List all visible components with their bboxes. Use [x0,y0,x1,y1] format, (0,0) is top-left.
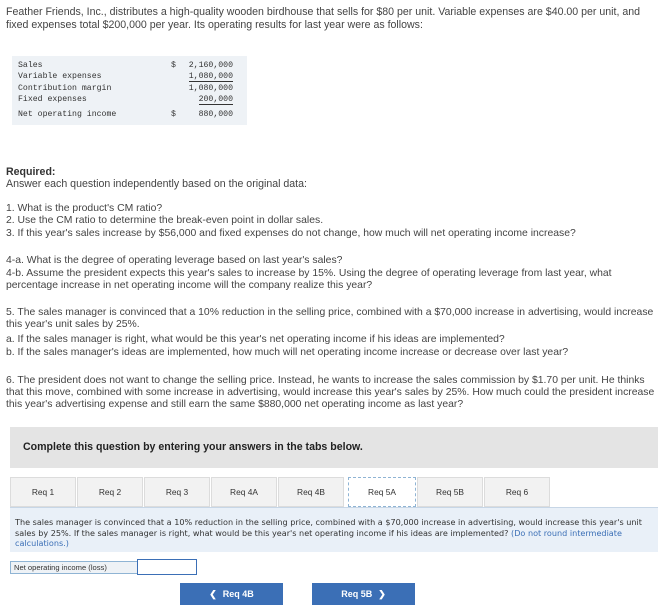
chevron-left-icon: ❮ [209,588,217,599]
row-label: Sales [18,61,43,70]
tab-req-4b[interactable]: Req 4B [278,477,344,507]
tab-content [10,507,658,552]
question-5: 5. The sales manager is convinced that a 10% reduction in the selling price, combined with a $70,000 increase in advertising, would increase this year's unit sales by 25%. [6,307,654,331]
rounding-note: (Do not round intermediate calculations.) [15,527,622,549]
tab-req-2[interactable]: Req 2 [77,477,143,507]
row-dollar: $ [171,61,176,70]
question-5a: a. If the sales manager is right, what would be this year's net operating income if his ideas are implemented? [6,334,505,345]
prev-button-label: Req 4B [222,589,254,599]
row-label: Fixed expenses [18,95,87,104]
question-5b: b. If the sales manager's ideas are implemented, how much will net operating income increase or decrease over last year? [6,347,569,358]
question-4b: 4-b. Assume the president expects this year's sales to increase by 15%. Using the degree of operating leverage from last year, what percentage increase in net operating income will the company realize this year? [6,268,612,292]
tab-req-5a[interactable]: Req 5A [348,477,416,507]
row-amount: 200,000 [198,95,233,104]
problem-intro: Feather Friends, Inc., distributes a high-quality wooden birdhouse that sells for $80 per unit. Variable expenses are $40.00 per unit, and fixed expenses total $200,000 per year. Its operating results for last year were as follows: [6,6,641,31]
required-subtitle: Answer each question independently based on the original data: [6,178,307,190]
income-statement [12,56,247,125]
tab-req-1[interactable]: Req 1 [10,477,76,507]
row-label: Contribution margin [18,84,112,93]
net-operating-income-label: Net operating income (loss) [10,561,138,574]
prev-req-4b-button[interactable] [180,583,283,605]
question-2: 2. Use the CM ratio to determine the break-even point in dollar sales. [6,215,324,226]
row-amount: 1,080,000 [188,84,233,93]
question-3: 3. If this year's sales increase by $56,000 and fixed expenses do not change, how much will net operating income increase? [6,228,576,239]
chevron-right-icon: ❯ [378,588,386,599]
row-amount: 2,160,000 [188,61,233,70]
next-req-5b-button[interactable] [312,583,415,605]
tab-req-5b[interactable]: Req 5B [417,477,483,507]
instructions-panel [10,427,658,468]
row-amount: 880,000 [198,110,233,119]
tab-req-6[interactable]: Req 6 [484,477,550,507]
question-4a: 4-a. What is the degree of operating leverage based on last year's sales? [6,255,343,266]
instructions-text: Complete this question by entering your answers in the tabs below. [23,441,363,453]
row-label: Net operating income [18,110,117,119]
next-button-label: Req 5B [341,589,373,599]
required-heading: Required: [6,166,56,178]
tab-question-body: The sales manager is convinced that a 10% reduction in the selling price, combined with a $70,000 increase in advertising, would increase this year's unit sales by 25%. If the sales manager is right, what would be this year's net operating income if his ideas are implemented? [15,517,642,538]
row-dollar: $ [171,110,176,119]
tab-req-3[interactable]: Req 3 [144,477,210,507]
net-operating-income-input[interactable] [137,559,197,575]
tab-bar [10,477,658,507]
tab-req-4a[interactable]: Req 4A [211,477,277,507]
question-1: 1. What is the product's CM ratio? [6,203,163,214]
tab-question-text [15,517,655,549]
question-6: 6. The president does not want to change the selling price. Instead, he wants to increase the sales commission by $1.70 per unit. He thinks that this move, combined with some increase in advertising, would increase this year's sales by 25%. How much could the president increase this year's advertising expense and still earn the same $880,000 net operating income as last year? [6,375,655,411]
row-label: Variable expenses [18,72,102,81]
row-amount: 1,080,000 [188,72,233,81]
